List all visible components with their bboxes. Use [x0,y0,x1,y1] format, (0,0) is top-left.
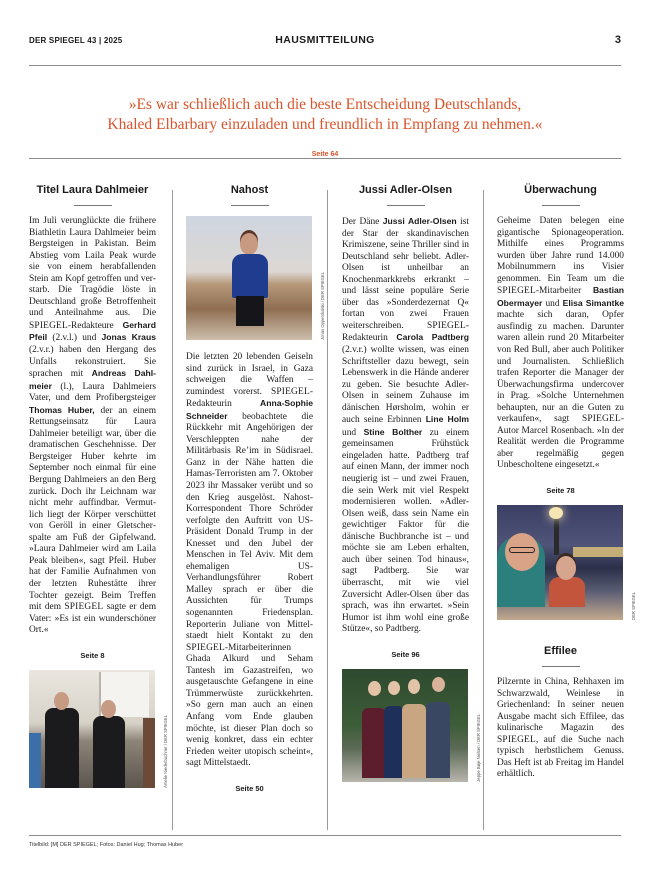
article-ueberwachung [497,183,636,781]
author-name: Elisa Simantke [562,297,625,308]
pull-quote-line-1: »Es war schließlich auch die beste Entscheidung Deutschlands, [128,96,522,113]
column-divider [327,190,328,830]
title-rule [74,205,112,206]
author-name: Bastian Obermayer [497,285,624,308]
article-photo [497,505,636,621]
pull-quote-line-2: Khaled Elbarbary einzuladen und freundlich in Empfang zu nehmen.« [107,116,543,133]
article-laura-dahlmeier [29,183,168,788]
photo-credit: DER SPIEGEL [631,592,636,621]
section-title: HAUSMITTEILUNG [275,34,375,46]
article-title: Nahost [230,184,269,196]
article-title: Überwachung [524,184,597,196]
page-ref[interactable]: Seite 78 [546,486,575,496]
column-divider [172,190,173,830]
pull-quote [29,95,621,135]
photo-image [29,670,155,788]
page-ref[interactable]: Seite 50 [235,783,264,793]
photo-image [186,216,312,340]
article-photo [29,670,168,788]
author-name: Gerhard Pfeil [29,319,156,343]
page-number: 3 [614,34,621,46]
article-title: Jussi Adler-Olsen [358,184,453,196]
author-name: Anna-Sophie Schneider [186,398,313,421]
person-name: Stine Bolther [363,426,423,437]
page-header [29,36,621,66]
footer-credit: Titelbild: [M] DER SPIEGEL; Fotos: Daniel Hug; Thomas Huber [29,842,184,848]
title-rule [542,666,580,667]
author-name: Carola Padtberg [396,332,469,343]
title-rule [542,205,580,206]
author-name: Jonas Kraus [101,332,156,343]
title-rule [387,205,425,206]
pull-quote-page-ref[interactable]: Seite 64 [311,151,339,158]
article-body: Die letzten 20 lebenden Geiseln sind zurück in Israel, in Gaza schweigen die Waffen – zumindest vorerst. SPIEGEL-Redakteurin Anna-Sophie Schneider beobachtete die Rückkehr mit Angehörigen der Verschleppten nahe der Militärbasis Re’im in Südisrael. Ganz in der Nähe hatten die Hamas-Terroristen am 7. Oktober 2023 ihr Massaker verübt und so den Krieg ausgelöst. Nahost-Korrespondent Thore Schröder verfolgte den Auftritt von US-Präsident Donald Trump in der Knesset und den Jubel der Menschen in Tel Aviv. Mit dem ehemaligen US-Verhandlungsführer Robert Malley sprach er über die Aussichten für Trumps sogenannten Friedensplan. Reporterin Juliane von Mittelstaedt hielt Kontakt zu den SPIEGEL-Mitarbeiterinnen Ghada Alkurd und Seham Tantesh im Gazastreifen, wo ausgetauschte Gefangene in eine Trümmerwüste zurückkehrten. »So gern man auch an einen Anfang vom Ende glauben möchte, ist dieser Plan doch so wenig konkret, dass ein echter Frieden weiter utopisch scheint«, sagt Mittelstaedt. [186,352,313,769]
title-rule [231,205,269,206]
article-nahost [186,183,325,803]
photo-credit: Jeppe Bøje Nielsen / DER SPIEGEL [476,713,481,782]
photo-image [497,505,623,620]
page-ref[interactable]: Seite 8 [80,650,105,660]
article-body-effilee: Pilzernte in China, Rehhaxen im Schwarzwald, Weinlese in Griechenland: In seiner neuen Ausgabe macht sich Effilee, das kulinarische Magazin des SPIEGEL, auf die Suche nach typisch herbstlichem Genuss. Das Heft ist ab Freitag im Handel erhältlich. [497,677,624,780]
person-name: Jussi Adler-Olsen [382,216,457,226]
article-body: Geheime Daten belegen eine gigantische Spionageoperation. Mithilfe eines Programms wurden über Jahre rund 14.000 Mobilnummern ins Visier genommen. Ein Team um die SPIEGEL-Mitarbeiter Bastian Obermayer und Elisa Simantke machte sich daran, Opfer ausfindig zu machen. Darunter waren allein rund 20 Mitarbeiter von Red Bull, aber auch Politiker und Journalisten. Schließlich trafen Reporter die Manager der Überwachungsfirma undercover in Prag. »Solche Unternehmen behaupten, nur an die Guten zu verkaufen«, sagt SPIEGEL-Autor Marcel Rosenbach. »In der Realität werden die Programme aber regelmäßig gegen Unbescholtene eingesetzt.« [497,216,625,471]
person-name: Line Holm [425,414,469,425]
article-photo [186,216,325,340]
publication-issue: DER SPIEGEL 43 | 2025 [29,36,123,45]
photo-credit: Amelie Niederbuchner / DER SPIEGEL [163,714,168,788]
photo-image [342,669,468,782]
article-title: Titel Laura Dahlmeier [36,184,149,196]
article-body: Der Däne Jussi Adler-Olsen ist der Star der skandinavischen Krimiszene, seine Thriller sind in Deutschland sehr beliebt. Adler-Olsen ist unheilbar an Knochenmarkkrebs erkrankt – und lässt seine populäre Serie über das »Sonderdezernat Q« fortan von zwei Frauen weiterschreiben. SPIEGEL-Redakteurin Carola Padtberg (2.v.r.) wollte wissen, was einen Schriftsteller dazu bewegt, sein Lebenswerk in die Hände anderer zu geben. Sie besuchte Adler-Olsen in seinem Zuhause im dänischen Hørsholm, wohin er auch seine Erbinnen Line Holm und Stine Bolther zu einem gemeinsamen Frühstück eingeladen hatte. Padtberg traf auf einen Mann, der immer noch neugierig ist – und zwei Frauen, die sein Werk mit viel Respekt modernisieren wollen. »Adler-Olsen weiß, dass sein Name ein gewichtiger Faktor für die dänische Buchbranche ist – und möchte sie am Leben erhalten, auch über seinen Tod hinaus«, sagt Padtberg. Sie war überrascht, mit wie viel Zuversicht Adler-Olsen über das sprach, was ihn erwartet. »Sein Humor ist ihm wohl eine große Stütze«, so Padtberg. [342,216,469,635]
article-jussi-adler-olsen [342,183,481,782]
article-body: Im Juli verunglückte die frühere Biathletin Laura Dahlmeier beim Bergsteigen in Pakistan. Beim Abstieg vom Laila Peak wurde sie von einem herabfallenden Stein am Kopf getroffen und verstarb. Die Tragödie löste in Deutschland große Betroffenheit und Anteilnahme aus. Die SPIEGEL-Redakteure Gerhard Pfeil (2.v.l.) und Jonas Kraus (2.v.r.) haben den Hergang des Unfalls rekonstruiert. Sie sprachen mit Andreas Dahlmeier (l.), Laura Dahlmeiers Vater, und dem Profibergsteiger Thomas Huber, der an einem Rettungseinsatz für Laura Dahlmeier beteiligt war, über die dramatischen Geschehnisse. Der Bergsteiger Huber kehrte im September noch einmal für eine Bergung Dahlmeiers an den Berg zurück. Doch ihr Leichnam war nicht mehr auffindbar. Vermutlich liegt der Körper verschüttet von Geröll in einer Gletscherspalte am Fuß der Gipfelwand. »Laura Dahlmeier wird am Laila Peak bleiben«, sagt Pfeil. Huber hat der Familie Aufnahmen von der letzten Ruhestätte ihrer Tochter gezeigt. Beim Treffen mit dem SPIEGEL sagte er dem Vater: »Es ist ein wunderschöner Ort.« [29,216,156,636]
person-name: Andreas Dahlmeier [29,368,156,391]
page-ref[interactable]: Seite 96 [391,649,420,659]
column-divider [483,190,484,830]
top-divider [29,158,621,159]
person-name: Thomas Huber, [29,404,95,415]
article-photo [342,669,481,782]
photo-credit: Jonas Opperskalski / DER SPIEGEL [320,272,325,340]
article-title-effilee: Effilee [543,645,577,658]
bottom-divider [29,835,621,836]
